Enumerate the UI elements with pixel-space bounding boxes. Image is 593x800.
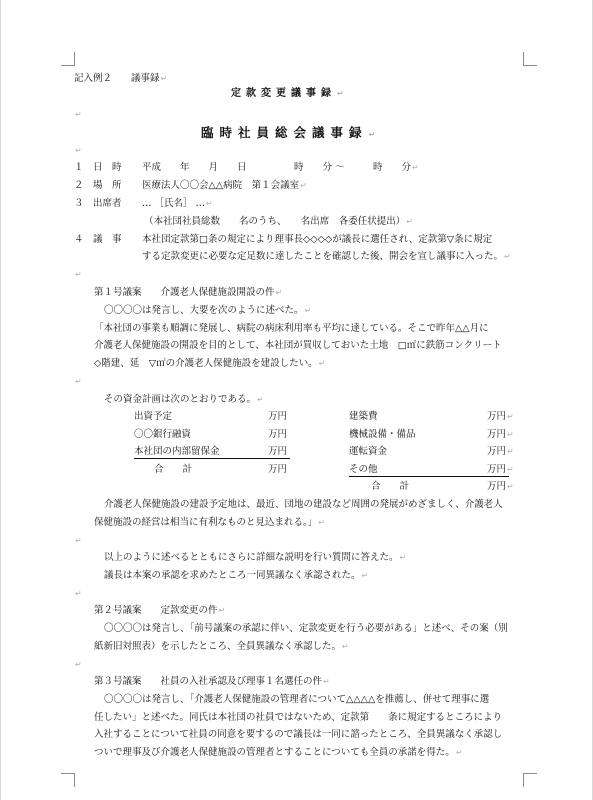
agenda1-heading: 第１号議案 介護老人保健施設開設の件↵ <box>94 287 283 298</box>
funding-right-label: その他 <box>349 464 378 475</box>
item-attendees: ３ <box>74 198 84 209</box>
item-proceedings-text-1: 本社団定款第□条の規定により理事長◇◇◇◇が議長に選任され、定款第▽条に規定 <box>142 234 493 245</box>
blank-line: ↵ <box>75 146 82 155</box>
blank-line: ↵ <box>75 660 82 669</box>
blank-line: ↵ <box>75 110 82 119</box>
blank-line: ↵ <box>75 377 82 386</box>
agenda3-line: ついで理事及び介護老人保健施設の管理者とすることについても全員の承諾を得た。↵ <box>94 747 463 758</box>
funding-right-subtotal-rule <box>349 476 509 477</box>
item-datetime-label: 日 時 <box>93 162 122 173</box>
item-datetime-text: 平成 年 月 日 時 分 ～ 時 分↵ <box>142 162 419 173</box>
blank-line: ↵ <box>75 536 82 545</box>
funding-left-unit: 万円 <box>268 446 288 457</box>
agenda1-line: 保健施設の経営は相当に有利なものと見込まれる。」↵ <box>94 517 325 528</box>
agenda1-line: 議長は本案の承認を求めたところ一同異議なく承認された。↵ <box>104 570 369 581</box>
item-proceedings-text-2: する定款変更に必要な定足数に達したことを確認した後、開会を宣し議事に入った。↵ <box>142 251 511 262</box>
crop-mark-top-left <box>61 52 75 66</box>
agenda2-heading: 第２号議案 定款変更の件↵ <box>94 605 226 616</box>
item-datetime: １ <box>74 162 84 173</box>
blank-line: ↵ <box>75 589 82 598</box>
agenda2-line: 〇〇〇〇は発言し、「前号議案の承認に伴い、定款変更を行う必要がある」と述べ、その案（別 <box>104 623 508 634</box>
blank-line: ↵ <box>75 270 82 279</box>
item-attendees-label: 出席者 <box>93 198 122 209</box>
funding-right-total-label: 合 計 <box>371 481 410 492</box>
document-subtitle: 定款変更議事録↵ <box>231 88 349 99</box>
funding-left-total-unit: 万円 <box>268 464 288 475</box>
agenda1-line: 介護老人保健施設の開設を目的として、本社団が買収しておいた土地 □㎡に鉄筋コンクリート <box>94 340 502 351</box>
agenda3-line: 任したい」と述べた。同氏は本社団の社員ではないため、定款第 条に規定するところにより <box>94 712 503 723</box>
agenda3-line: 入社することについて社員の同意を要するので議長は一同に諮ったところ、全員異議なく承認し <box>94 729 503 740</box>
funding-right-unit: 万円↵ <box>487 429 514 440</box>
funding-left-unit: 万円 <box>268 429 288 440</box>
agenda1-line: 以上のように述べるとともにさらに詳細な説明を行い質問に答えた。↵ <box>104 552 407 563</box>
funding-left-unit: 万円 <box>268 411 288 422</box>
funding-left-label: 出資予定 <box>134 411 173 422</box>
funding-left-label: 〇〇銀行融資 <box>134 429 192 440</box>
agenda1-line: ◇階建、延 ▽㎡の介護老人保健施設を建設したい。↵ <box>94 358 326 369</box>
funding-right-label: 運転資金 <box>349 446 388 457</box>
funding-left-total-label: 合 計 <box>154 464 193 475</box>
item-place-text: 医療法人〇〇会△△病院 第１会議室↵ <box>142 180 307 191</box>
crop-mark-bottom-right <box>523 773 537 787</box>
agenda3-heading: 第３号議案 社員の入社承認及び理事１名選任の件↵ <box>94 676 330 687</box>
item-place-label: 場 所 <box>93 180 122 191</box>
crop-mark-top-right <box>523 52 537 66</box>
funding-right-unit: 万円↵ <box>487 446 514 457</box>
agenda3-line: 〇〇〇〇は発言し、「介護老人保健施設の管理者について△△△△を推薦し、併せて理事に選 <box>104 694 490 705</box>
funding-intro: その資金計画は次のとおりである。↵ <box>104 394 264 405</box>
item-proceedings: ４ <box>74 234 84 245</box>
funding-right-total-unit: 万円↵ <box>487 481 514 492</box>
funding-right-label: 建築費 <box>349 411 378 422</box>
funding-right-unit: 万円↵ <box>487 411 514 422</box>
funding-left-label: 本社団の内部留保金 <box>134 446 220 457</box>
crop-mark-bottom-left <box>61 773 75 787</box>
item-place: ２ <box>74 180 84 191</box>
example-label: 記入例２ 議事録↵ <box>74 73 168 84</box>
item-attendees-detail: （本社団社員総数 名のうち、 名出席 各委任状提出）↵ <box>144 216 413 227</box>
agenda2-line: 紙新旧対照表）を示したところ、全員異議なく承認した。↵ <box>94 641 349 652</box>
agenda1-line: 「本社団の事業も順調に発展し、病院の病床利用率も平均に達している。そこで昨年△△月に <box>94 323 489 334</box>
item-attendees-text: … ［氏名］ …↵ <box>142 198 213 209</box>
funding-right-unit: 万円↵ <box>487 464 514 475</box>
agenda1-line: 介護老人保健施設の建設予定地は、最近、団地の建設など周囲の発展がめざましく、介護老人 <box>104 499 503 510</box>
item-proceedings-label: 議 事 <box>93 234 122 245</box>
funding-left-subtotal-rule <box>134 458 290 459</box>
document-title: 臨時社員総会議事録↵ <box>201 125 382 140</box>
agenda1-line: 〇〇〇〇は発言し、大要を次のように述べた。↵ <box>104 305 312 316</box>
funding-right-label: 機械設備・備品 <box>349 429 416 440</box>
